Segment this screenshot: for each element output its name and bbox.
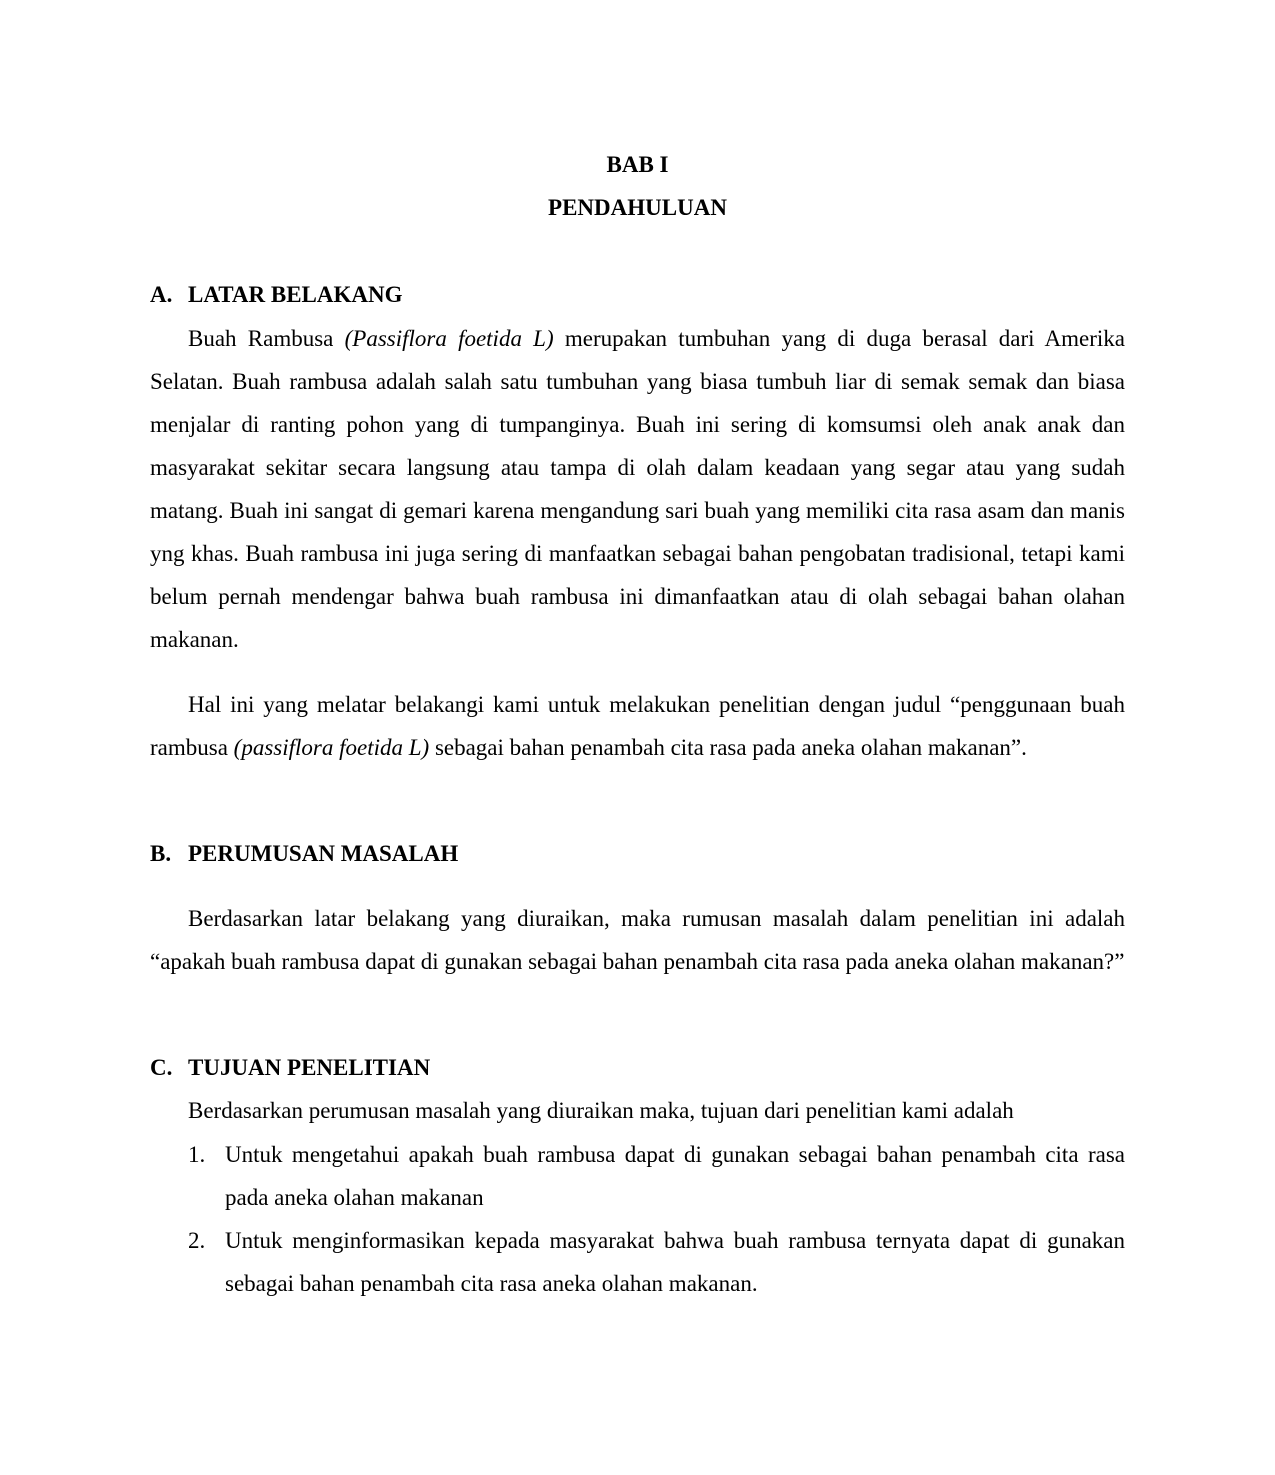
p2-species-name: (passiflora foetida L) — [233, 735, 430, 760]
list-item-text: Untuk mengetahui apakah buah rambusa dapat di gunakan sebagai bahan penambah cita rasa pada aneka olahan makanan — [225, 1142, 1125, 1210]
p1-text-before: Buah Rambusa — [188, 326, 345, 351]
list-item — [188, 1133, 1125, 1219]
section-c-letter: C. — [150, 1055, 173, 1080]
section-b-title: PERUMUSAN MASALAH — [188, 841, 459, 866]
section-a-letter: A. — [150, 282, 173, 307]
p1-species-name: (Passiflora foetida L) — [344, 326, 554, 351]
section-a-paragraph-2 — [150, 683, 1125, 769]
p1-text-after: merupakan tumbuhan yang di duga berasal dari Amerika Selatan. Buah rambusa adalah salah satu tumbuhan yang biasa tumbuh liar di semak semak dan biasa menjalar di ranting pohon yang di tumpanginya. Buah ini sering di komsumsi oleh anak anak dan masyarakat sekitar secara langsung atau tampa di olah dalam keadaan yang segar atau yang sudah matang. Buah ini sangat di gemari karena mengandung sari buah yang memiliki cita rasa asam dan manis yng khas. Buah rambusa ini juga sering di manfaatkan sebagai bahan pengobatan tradisional, tetapi kami belum pernah mendengar bahwa buah rambusa ini dimanfaatkan atau di olah sebagai bahan olahan makanan. — [150, 326, 1125, 652]
list-item-text: Untuk menginformasikan kepada masyarakat bahwa buah rambusa ternyata dapat di gunakan sebagai bahan penambah cita rasa aneka olahan makanan. — [225, 1228, 1125, 1296]
list-item-number: 2. — [188, 1228, 206, 1253]
section-a-paragraph-1 — [150, 317, 1125, 661]
section-c-heading — [150, 1053, 430, 1083]
p2-text-before: Hal ini yang melatar belakangi kami untuk melakukan penelitian dengan judul “penggunaan buah rambusa — [150, 692, 1125, 760]
section-b-heading — [150, 839, 458, 869]
p2-text-after: sebagai bahan penambah cita rasa pada aneka olahan makanan”. — [429, 735, 1027, 760]
section-c-intro: Berdasarkan perumusan masalah yang diuraikan maka, tujuan dari penelitian kami adalah — [188, 1098, 1014, 1123]
section-b-paragraph: Berdasarkan latar belakang yang diuraikan, maka rumusan masalah dalam penelitian ini adalah “apakah buah rambusa dapat di gunakan sebagai bahan penambah cita rasa pada aneka olahan makanan?” — [150, 906, 1125, 974]
list-item — [188, 1219, 1125, 1305]
section-b-letter: B. — [150, 841, 172, 866]
chapter-title: PENDAHULUAN — [548, 195, 727, 220]
chapter-label: BAB I — [606, 152, 669, 177]
section-a-heading — [150, 280, 402, 310]
section-a-title: LATAR BELAKANG — [188, 282, 403, 307]
list-item-number: 1. — [188, 1142, 206, 1167]
section-c-title: TUJUAN PENELITIAN — [188, 1055, 431, 1080]
